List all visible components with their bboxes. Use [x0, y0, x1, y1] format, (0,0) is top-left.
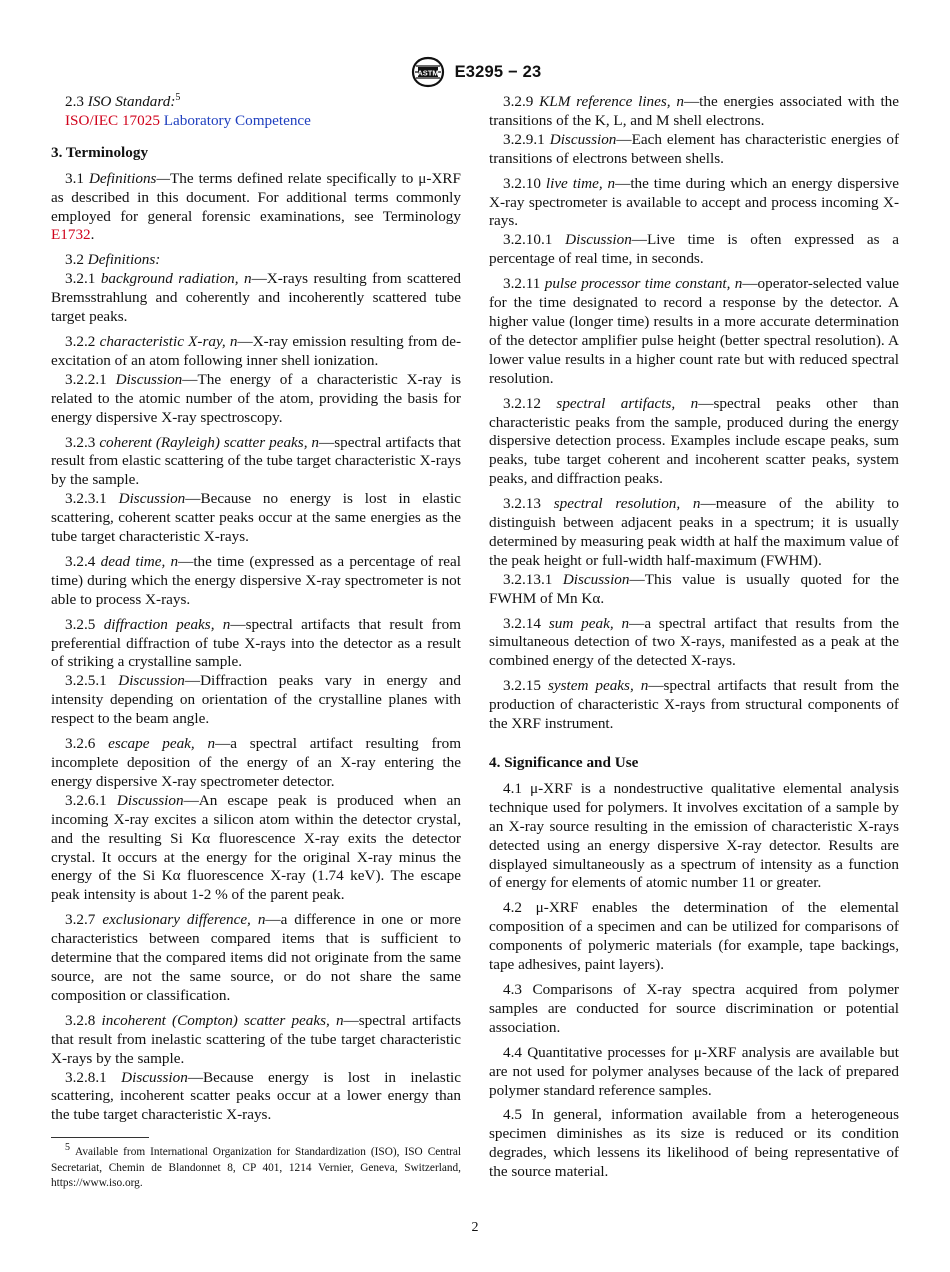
- para-3-2-1: 3.2.1 background radiation, n—X-rays resulting from scattered Bremsstrahlung and coherently and incoherently scattered tube target peaks.: [51, 270, 462, 326]
- para-3-2-3-1: 3.2.3.1 Discussion—Because no energy is lost in elastic scattering, coherent scatter peaks occur at the same energies as the tube target characteristic X-rays.: [51, 490, 462, 546]
- para-3-2-13-1: 3.2.13.1 Discussion—This value is usually quoted for the FWHM of Mn Kα.: [489, 570, 899, 607]
- para-3-2-5: 3.2.5 diffraction peaks, n—spectral artifacts that result from preferential diffraction of tube X-rays into the detector as a result of striking a crystalline sample.: [51, 615, 461, 671]
- section-2-3: 2.3 ISO Standard:$^5$: [65, 91, 181, 110]
- para-4-5: 4.5 In general, information available from a heterogeneous specimen diminishes as its size is reduced or its condition degrades, which lessens its likelihood of being representative of the source material.: [489, 1106, 899, 1181]
- page-number: 2: [471, 1220, 479, 1235]
- iso-code-link[interactable]: ISO/IEC 17025: [65, 111, 160, 129]
- para-3-2-2: 3.2.2 characteristic X-ray, n—X-ray emission resulting from de-excitation of an atom following inner shell ionization.: [51, 332, 462, 369]
- para-3-2-10-1: 3.2.10.1 Discussion—Live time is often expressed as a percentage of real time, in seconds.: [489, 231, 899, 268]
- footnote-5: $^5$ Available from International Organization for Standardization (ISO), ISO Central Secretariat, Chemin de Blandonnet 8, CP 401, 1214 Vernier, Geneva, Switzerland, https://www.iso.org.: [51, 1142, 461, 1190]
- astm-logo-icon: [409, 56, 447, 88]
- para-3-2-12: 3.2.12 spectral artifacts, n—spectral peaks other than characteristic peaks from the sample, produced during the energy dispersive detection process. Examples include escape peaks, sum peaks, tube target coherent and incoherent scatter peaks, system peaks, and diffraction peaks.: [489, 394, 899, 488]
- para-4-2: 4.2 μ-XRF enables the determination of the elemental composition of a specimen and can be utilized for comparisons of components of polymeric materials (for example, tape backings, tape adhesives, paint layers).: [489, 899, 899, 974]
- para-3-2-14: 3.2.14 sum peak, n—a spectral artifact that results from the simultaneous detection of two X-rays, manifested as a peak at the combined energy of the detected X-rays.: [489, 614, 899, 670]
- page-header: [0, 56, 950, 88]
- para-3-2-15: 3.2.15 system peaks, n—spectral artifacts that result from the production of characteristic X-rays from structural components of the XRF instrument.: [489, 677, 899, 733]
- para-3-2-6-1: 3.2.6.1 Discussion—An escape peak is produced when an incoming X-ray excites a silicon atom within the detector crystal, and the resulting Si Kα fluorescence X-ray exits the detector crystal. It occurs at the energy for the original X-ray minus the energy of the Si Kα fluorescence X-ray (1.74 keV). The escape peak intensity is about 1-2 % of the parent peak.: [51, 791, 462, 904]
- para-3-2-5-1: 3.2.5.1 Discussion—Diffraction peaks vary in energy and intensity depending on orientation of the crystalline planes with respect to the beam angle.: [51, 672, 461, 728]
- footnote-ref[interactable]: 5: [175, 91, 181, 103]
- para-3-2-2-1: 3.2.2.1 Discussion—The energy of a characteristic X-ray is related to the atomic number of the atom, providing the basis for energy dispersive X-ray spectroscopy.: [51, 370, 462, 426]
- para-3-2-8: 3.2.8 incoherent (Compton) scatter peaks, n—spectral artifacts that result from inelastic scattering of the tube target characteristic X-rays by the sample.: [51, 1011, 461, 1067]
- para-4-1: 4.1 μ-XRF is a nondestructive qualitative elemental analysis technique used for polymers. It involves excitation of a sample by an X-ray source resulting in the emission of characteristic X-rays detected using an energy dispersive X-ray detector. Results are displayed simultaneously as a spectrum of intensity as a function of energy for elements of atomic number 11 or greater.: [489, 779, 900, 892]
- para-3-2-10: 3.2.10 live time, n—the time during which an energy dispersive X-ray spectrometer is available to accept and process incoming X-rays.: [489, 174, 900, 230]
- para-3-2-8-1: 3.2.8.1 Discussion—Because energy is lost in inelastic scattering, incoherent scatter peaks occur at a lower energy than the tube target characteristic X-rays.: [51, 1068, 461, 1124]
- para-3-2-13: 3.2.13 spectral resolution, n—measure of the ability to distinguish between adjacent peaks in a spectrum; it is usually determined by measuring peak width at half the maximum value of the peak height or full-width half-maximum (FWHM).: [489, 495, 899, 569]
- footnote-divider: [51, 1137, 149, 1138]
- section-4-heading: 4. Significance and Use: [489, 754, 639, 771]
- para-3-2-3: 3.2.3 coherent (Rayleigh) scatter peaks, n—spectral artifacts that result from elastic scattering of the tube target characteristic X-rays by the sample.: [51, 433, 461, 489]
- para-3-2-9: 3.2.9 KLM reference lines, n—the energies associated with the transitions of the K, L, and M shell electrons.: [489, 93, 900, 129]
- para-3-2-7: 3.2.7 exclusionary difference, n—a difference in one or more characteristics between compared items that is sufficient to determine that the compared items did not originate from the same source, are not the same source, or do not share the same composition or classification.: [51, 911, 462, 1004]
- right-column: [489, 93, 899, 1182]
- para-3-2-9-1: 3.2.9.1 Discussion—Each element has characteristic energies of transitions of electrons between shells.: [489, 130, 899, 167]
- para-4-3: 4.3 Comparisons of X-ray spectra acquired from polymer samples are conducted for source discrimination or potential association.: [489, 980, 899, 1036]
- e1732-link[interactable]: E1732: [51, 226, 91, 244]
- document-id: E3295 − 23: [454, 62, 542, 81]
- iso-reference: [51, 112, 461, 131]
- section-3-heading: 3. Terminology: [51, 143, 149, 161]
- para-4-4: 4.4 Quantitative processes for μ-XRF analysis are available but are not used for polymer analyses because of the lack of prepared polymer standard reference samples.: [489, 1043, 899, 1099]
- left-column: [51, 93, 461, 1125]
- para-3-1: 3.1 Definitions—The terms defined relate specifically to μ-XRF as described in this document. For additional terms commonly employed for general forensic examinations, see Terminology E1732.: [51, 169, 462, 244]
- para-3-2-11: 3.2.11 pulse processor time constant, n—operator-selected value for the time designated to record a response by the detector. A higher value (longer time) results in a more accurate determination of the detector amplifier pulse height (better spectral resolution). A lower value results in a higher count rate but with reduced spectral resolution.: [489, 275, 900, 387]
- iso-title-link[interactable]: Laboratory Competence: [163, 111, 311, 129]
- para-3-2-6: 3.2.6 escape peak, n—a spectral artifact resulting from incomplete deposition of the energy of an X-ray entering the energy dispersive X-ray spectrometer detector.: [51, 735, 462, 790]
- svg-text:ASTM: ASTM: [416, 68, 439, 78]
- para-3-2: 3.2 Definitions:: [65, 251, 161, 269]
- para-3-2-4: 3.2.4 dead time, n—the time (expressed as a percentage of real time) during which the energy dispersive X-ray spectrometer is not able to process X-rays.: [51, 552, 462, 608]
